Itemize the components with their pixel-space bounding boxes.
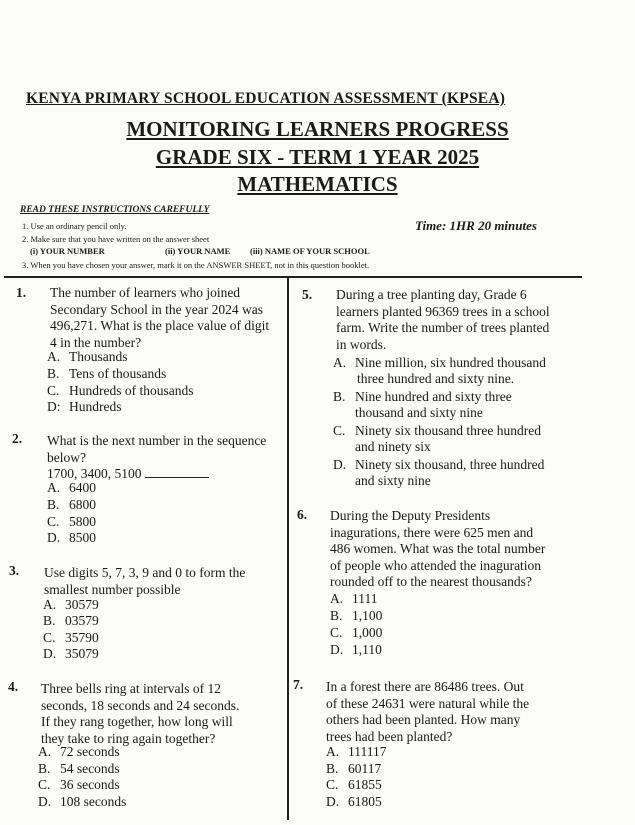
question-1-option-c (47, 383, 194, 399)
assessment-org-heading: KENYA PRIMARY SCHOOL EDUCATION ASSESSMENT (KPSEA) (26, 90, 506, 107)
question-6-line: inagurations, there were 625 men and (330, 524, 534, 540)
question-7-option-b (326, 761, 381, 777)
option-text: Nine million, six hundred thousand (355, 355, 546, 370)
question-1-option-d (47, 399, 122, 415)
instruction-2-name: (ii) YOUR NAME (165, 246, 231, 256)
question-7-line: trees had been planted? (326, 728, 453, 744)
question-6-option-a (330, 591, 378, 607)
instruction-2-school: (iii) NAME OF YOUR SCHOOL (250, 246, 370, 256)
question-5-option-a (333, 355, 546, 387)
question-1-text (50, 285, 269, 351)
option-text: 35079 (65, 646, 99, 661)
option-letter: A. (38, 744, 52, 759)
question-2-text (47, 433, 266, 483)
question-7-line: of these 24631 were natural while the (326, 695, 530, 711)
question-7-line: In a forest there are 86486 trees. Out (326, 679, 524, 694)
question-6-option-b (330, 608, 382, 624)
question-1-line: 4 in the number? (50, 334, 142, 350)
question-6-line: rounded off to the nearest thousands? (330, 574, 532, 589)
option-letter: C. (333, 423, 346, 438)
question-5-line: farm. Write the number of trees planted (336, 320, 550, 335)
instructions-heading: READ THESE INSTRUCTIONS CAREFULLY (20, 205, 210, 215)
option-text: 6800 (69, 497, 96, 512)
option-letter: B. (326, 761, 339, 776)
option-text: Hundreds (69, 399, 122, 414)
option-letter: B. (47, 497, 60, 512)
question-6-line: 486 women. What was the total number (330, 541, 546, 556)
question-6-text (330, 508, 545, 591)
option-letter: C. (326, 777, 339, 792)
question-5-text (336, 287, 550, 353)
instruction-2-number: (i) YOUR NUMBER (30, 246, 105, 256)
option-letter: B. (38, 761, 51, 776)
option-text: 6400 (69, 480, 96, 495)
question-7-text (326, 679, 529, 745)
option-text-continued: three hundred and sixty nine. (357, 371, 515, 386)
question-7-line: others had been planted. How many (326, 712, 521, 727)
option-letter: D. (38, 794, 52, 809)
option-letter: A. (333, 355, 347, 370)
question-4-line: they take to ring again together? (41, 730, 216, 746)
question-1-line: 496,271. What is the place value of digit (50, 318, 270, 333)
instruction-1: 1. Use an ordinary pencil only. (22, 221, 127, 231)
option-text: Hundreds of thousands (69, 383, 194, 398)
question-1-option-b (47, 366, 166, 382)
question-6-number: 6. (297, 507, 308, 522)
question-7-option-a (326, 744, 387, 760)
question-5-option-c (333, 423, 541, 455)
option-letter: D. (330, 642, 344, 657)
question-6-line: of people who attended the inaguration (330, 557, 542, 573)
question-6-option-d (330, 642, 382, 658)
option-text: Ninety six thousand, three hundred (355, 457, 545, 472)
option-letter: A. (326, 744, 340, 759)
option-text: 61805 (348, 794, 382, 809)
option-text: 60117 (348, 761, 382, 776)
question-4-option-c (38, 777, 120, 793)
option-text: 61855 (348, 777, 382, 792)
option-text: 111117 (348, 744, 387, 759)
option-letter: C. (43, 630, 56, 645)
question-3-option-c (43, 630, 99, 646)
question-7-number: 7. (293, 677, 304, 692)
question-6-line: During the Deputy Presidents (330, 508, 491, 523)
option-letter: B. (330, 608, 343, 623)
question-3-option-b (43, 613, 99, 629)
option-text: 36 seconds (60, 777, 120, 792)
option-text: 30579 (65, 597, 99, 612)
option-text: 8500 (69, 530, 96, 545)
option-letter: C. (330, 625, 343, 640)
question-4-text (41, 681, 239, 747)
question-2-option-b (47, 497, 96, 513)
option-text: 03579 (65, 613, 99, 628)
question-2-line: What is the next number in the sequence (47, 433, 267, 448)
answer-blank (145, 467, 209, 478)
option-letter: D. (333, 457, 347, 472)
top-divider (4, 276, 582, 278)
option-letter: D. (326, 794, 340, 809)
question-1-number: 1. (16, 285, 27, 300)
option-text: 1111 (352, 591, 378, 606)
option-text: Tens of thousands (69, 366, 167, 381)
question-3-option-a (43, 597, 99, 613)
column-divider (287, 278, 289, 820)
question-4-line: If they rang together, how long will (41, 714, 233, 729)
option-letter: C. (47, 383, 60, 398)
question-5-option-d (333, 457, 544, 489)
time-allowed: Time: 1HR 20 minutes (415, 218, 537, 233)
question-3-number: 3. (9, 563, 20, 578)
question-5-line: During a tree planting day, Grade 6 (336, 287, 527, 302)
question-4-option-a (38, 744, 120, 760)
question-6-option-c (330, 625, 382, 641)
question-1-line: The number of learners who joined (50, 285, 241, 300)
option-text: Thousands (69, 349, 128, 364)
option-text: 72 seconds (60, 744, 120, 759)
option-letter: A. (47, 480, 61, 495)
option-letter: A. (43, 597, 57, 612)
question-2-number: 2. (12, 431, 23, 446)
question-5-number: 5. (302, 287, 313, 302)
option-text: 35790 (65, 630, 99, 645)
option-text: Ninety six thousand three hundred (355, 423, 541, 438)
question-3-line: smallest number possible (44, 581, 181, 597)
title-subject: MATHEMATICS (237, 172, 398, 196)
option-letter: C. (38, 777, 51, 792)
option-text: 1,110 (352, 642, 382, 657)
question-2-line: below? (47, 449, 86, 465)
option-letter: D. (43, 646, 57, 661)
question-4-number: 4. (8, 679, 19, 694)
question-2-option-d (47, 530, 96, 546)
question-4-line: seconds, 18 seconds and 24 seconds. (41, 697, 240, 713)
question-7-option-d (326, 794, 382, 810)
instruction-3: 3. When you have chosen your answer, mark it on the ANSWER SHEET, not in this question booklet. (22, 260, 370, 270)
option-letter: A. (330, 591, 344, 606)
option-text: 5800 (69, 514, 96, 529)
question-3-line: Use digits 5, 7, 3, 9 and 0 to form the (44, 565, 246, 580)
option-letter: C. (47, 514, 60, 529)
question-1-option-a (47, 349, 128, 365)
question-2-option-a (47, 480, 96, 496)
title-monitoring: MONITORING LEARNERS PROGRESS (126, 117, 509, 141)
question-3-option-d (43, 646, 99, 662)
option-letter: B. (333, 389, 346, 404)
question-4-line: Three bells ring at intervals of 12 (41, 681, 221, 696)
option-text-continued: and ninety six (355, 439, 431, 454)
option-letter: D: (47, 399, 61, 414)
option-letter: D. (47, 530, 61, 545)
question-1-line: Secondary School in the year 2024 was (50, 301, 263, 317)
instruction-2: 2. Make sure that you have written on the answer sheet (22, 234, 210, 244)
option-letter: B. (43, 613, 56, 628)
title-grade-term: GRADE SIX - TERM 1 YEAR 2025 (155, 145, 480, 169)
option-text-continued: and sixty nine (355, 473, 431, 488)
option-text: Nine hundred and sixty three (355, 389, 512, 404)
question-5-line: learners planted 96369 trees in a school (336, 303, 550, 319)
option-text: 108 seconds (60, 794, 127, 809)
question-7-option-c (326, 777, 382, 793)
question-3-text (44, 565, 245, 598)
option-text: 1,000 (352, 625, 383, 640)
question-5-option-b (333, 389, 512, 421)
question-5-line: in words. (336, 336, 387, 352)
option-text: 54 seconds (60, 761, 120, 776)
question-4-option-b (38, 761, 120, 777)
option-letter: B. (47, 366, 60, 381)
question-2-option-c (47, 514, 96, 530)
option-text: 1,100 (352, 608, 383, 623)
question-2-sequence: 1700, 3400, 5100 (47, 466, 142, 481)
option-letter: A. (47, 349, 61, 364)
question-4-option-d (38, 794, 126, 810)
option-text-continued: thousand and sixty nine (355, 405, 483, 420)
